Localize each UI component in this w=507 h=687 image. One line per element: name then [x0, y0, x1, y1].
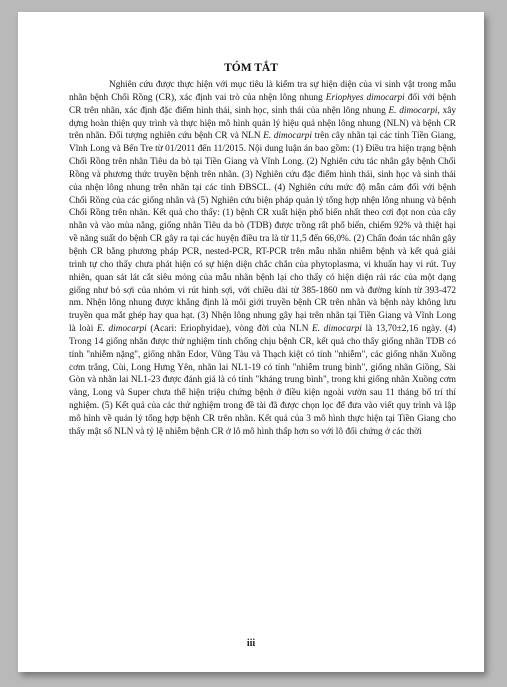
text-segment: trên cây nhãn tại các tỉnh Tiền Giang, Vĩnh Long và Bến Tre từ 01/2011 đến 11/2015. Nội dung luận án bao gồm: (1) Điều tra hiện trạng bệnh Chổi Rồng trên nhãn Tiêu da bò tại Tiền Giang và Vĩnh Long. (2) Nghiên cứu tác nhân gây bệnh Chổi Rồng và phương thức truyền bệnh trên nhãn. (3) Nghiên cứu đặc điểm hình thái, sinh học và sinh thái của nhện lông nhung trên nhãn tại các tỉnh ĐBSCL. (4) Nghiên cứu mức độ mẫn cảm đối với bệnh Chổi Rồng của các giống nhãn và (5) Nghiên cứu biện pháp quản lý tổng hợp nhện lông nhung và bệnh Chổi Rồng trên nhãn. Kết quả cho thấy: (1) bệnh CR xuất hiện phổ biến nhất theo cơi đọt non của cây nhãn và vào mùa nắng, giống nhãn Tiêu da bò (TDB) được trồng rất phổ biến, chiếm 92% và thiệt hại về năng suất do bệnh CR gây ra tại các huyện điều tra là từ 11,5 đến 66,0%. (2) Chẩn đoán tác nhân gây bệnh CR bằng phương pháp PCR, nested-PCR, RT-PCR trên mẫu nhãn nhiễm bệnh và kết quả giải trình tự cho thấy chưa phát hiện có sự hiện diện chắc chắn của phytoplasma, vi khuẩn hay vi rút. Tuy nhiên, quan sát lát cắt siêu mỏng của mẫu nhãn bệnh lại cho thấy có hiện diện rải rác của một dạng giống như bó sợi của nhóm vi rút hình sợi, với chiều dài từ 385-1860 nm và đường kính từ 393-472 nm. Nhện lông nhung được khẳng định là môi giới truyền bệnh CR trên nhãn và bệnh này không lưu truyền qua mắt ghép hay qua hạt. (3) Nhện lông nhung gây hại trên nhãn tại Tiền Giang và Vĩnh Long là loài — [69, 131, 456, 335]
document-page — [18, 12, 484, 672]
abstract-paragraph — [69, 79, 456, 439]
text-segment: đối với bệnh CR trên nhãn, xác định đặc điểm hình thái, sinh học, sinh thái của nhện lông nhung — [69, 92, 456, 116]
text-segment: Nghiên cứu được thực hiện với mục tiêu là kiểm tra sự hiện diện của vi sinh vật trong mẫu nhãn bệnh Chổi Rồng (CR), xác định vai trò của nhện lông nhung — [69, 80, 456, 103]
text-segment: , xây dựng hoàn thiện quy trình và thực hiện mô hình quản lý hiệu quả nhện lông nhung (NLN) và bệnh CR trên nhãn. Đối tượng nghiên cứu bệnh CR và NLN — [69, 105, 457, 142]
species-name: Eriophyes dimocarpi — [325, 92, 405, 103]
page-number: iii — [246, 638, 256, 649]
species-name: E. dimocarpi — [388, 105, 438, 116]
species-name: E. dimocarpi — [96, 324, 147, 335]
text-segment: (Acari: Eriophyidae), vòng đời của NLN — [146, 324, 313, 335]
page-title: TÓM TẮT — [224, 62, 278, 74]
text-segment: là 13,70±2,16 ngày. (4) Trong 14 giống nhãn được thử nghiệm tính chống chịu bệnh CR, kết quả cho thấy giống nhãn TDB có tính "nhiễm nặng", giống nhãn Edor, Vũng Tàu và Thạch kiệt có tính "nhiễm", các giống nhãn Xuồng cơm trắng, Cùi, Long Hưng Yên, nhãn lai NL1-19 có tính "nhiễm trung bình", giống nhãn Giồng, Sài Gòn và nhãn lai NL1-23 được đánh giá là có tính "kháng trung bình", trong khi giống nhãn Xuồng cơm vàng, Long và Super chưa thể hiện triệu chứng bệnh ở điều kiện ngoài vườn sau 11 tháng bố trí thí nghiệm. (5) Kết quả của các thử nghiệm trong đề tài đã được chọn lọc để đưa vào viết quy trình và lập mô hình về quản lý tổng hợp bệnh CR trên nhãn. Kết quả của 3 mô hình thực hiện tại Tiền Giang cho thấy mật số NLN và tỷ lệ nhiễm bệnh CR ở lô mô hình thấp hơn so với lô đối chứng ở các thời — [69, 324, 456, 437]
species-name: E. dimocarpi — [312, 324, 362, 335]
abstract-body — [69, 79, 456, 439]
species-name: E. dimocarpi — [263, 131, 312, 142]
